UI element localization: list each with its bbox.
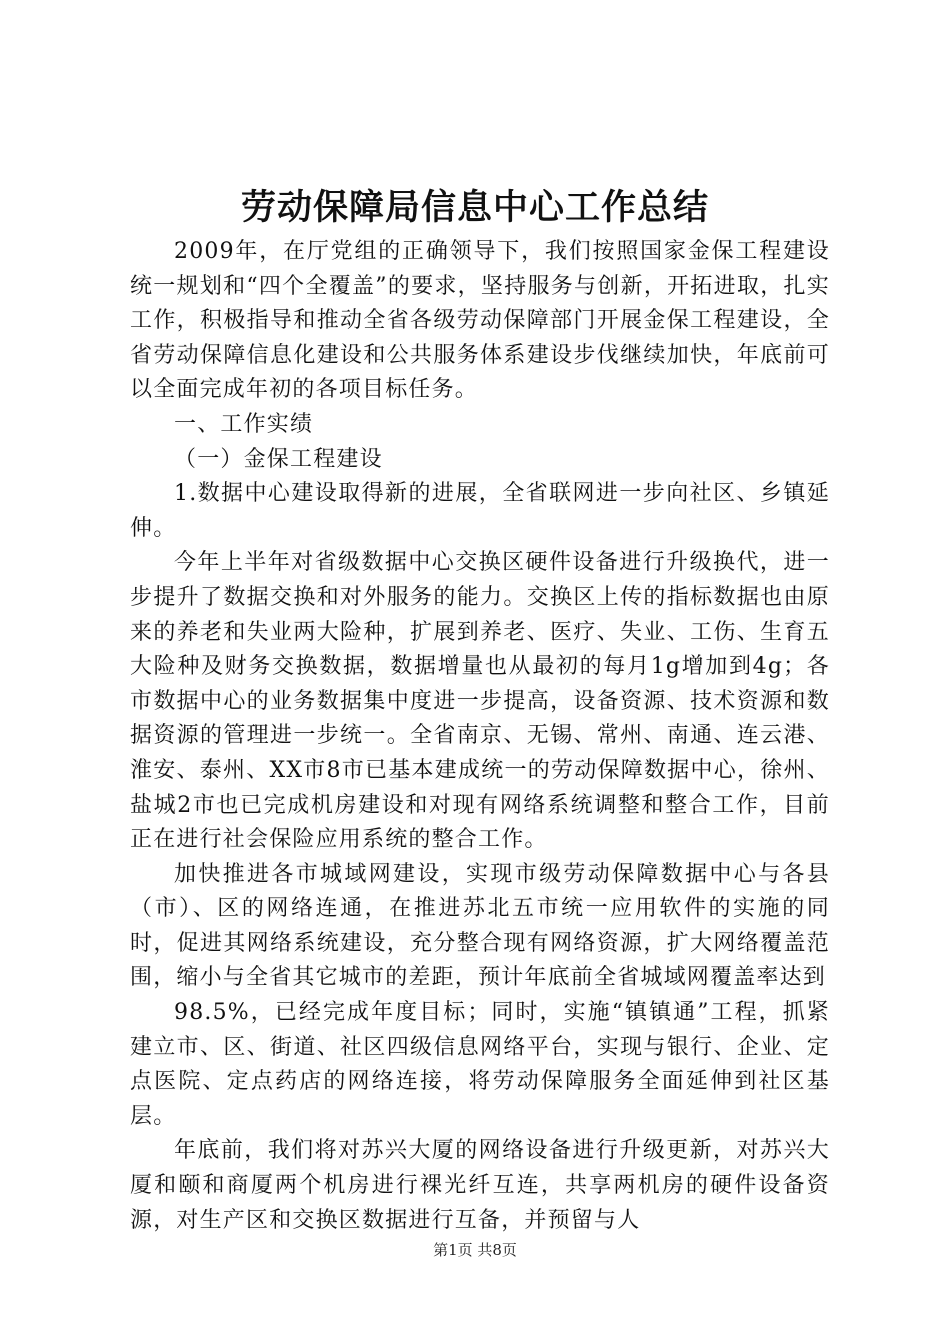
heading-golden-insurance: （一）金保工程建设 bbox=[174, 446, 383, 472]
paragraph-year-end: 年底前，我们将对苏兴大厦的网络设备进行升级更新，对苏兴大厦和颐和商厦两个机房进行裸光纤互连，共享两机房的硬件设备资源，对生产区和交换区数据进行互备，并预留与人 bbox=[130, 1138, 830, 1233]
paragraph-coverage-rate: 98.5%，已经完成年度目标；同时，实施“镇镇通”工程，抓紧建立市、区、街道、社区四级信息网络平台，实现与银行、企业、定点医院、定点药店的网络连接，将劳动保障服务全面延伸到社区基层。 bbox=[130, 1000, 830, 1129]
paragraph-intro: 2009年，在厅党组的正确领导下，我们按照国家金保工程建设统一规划和“四个全覆盖”的要求，坚持服务与创新，开拓进取，扎实工作，积极指导和推动全省各级劳动保障部门开展金保工程建设，全省劳动保障信息化建设和公共服务体系建设步伐继续加快，年底前可以全面完成年初的各项目标任务。 bbox=[130, 239, 830, 403]
heading-work-results: 一、工作实绩 bbox=[174, 411, 314, 437]
paragraph-data-center: 今年上半年对省级数据中心交换区硬件设备进行升级换代，进一步提升了数据交换和对外服务的能力。交换区上传的指标数据也由原来的养老和失业两大险种，扩展到养老、医疗、失业、工伤、生育五大险种及财务交换数据，数据增量也从最初的每月1g增加到4g；各市数据中心的业务数据集中度进一步提高，设备资源、技术资源和数据资源的管理进一步统一。全省南京、无锡、常州、南通、连云港、淮安、泰州、XX市8市已基本建成统一的劳动保障数据中心，徐州、盐城2市也已完成机房建设和对现有网络系统调整和整合工作，目前正在进行社会保险应用系统的整合工作。 bbox=[130, 550, 830, 853]
document-title: 劳动保障局信息中心工作总结 bbox=[240, 187, 709, 228]
document-body bbox=[130, 235, 830, 1238]
paragraph-metro-network: 加快推进各市城域网建设，实现市级劳动保障数据中心与各县（市）、区的网络连通，在推进苏北五市统一应用软件的实施的同时，促进其网络系统建设，充分整合现有网络资源，扩大网络覆盖范围，缩小与全省其它城市的差距，预计年底前全省城域网覆盖率达到 bbox=[130, 861, 830, 991]
paragraph-item-1: 1.数据中心建设取得新的进展，全省联网进一步向社区、乡镇延伸。 bbox=[130, 481, 830, 541]
page-number-footer: 第1页 共8页 bbox=[433, 1241, 517, 1259]
